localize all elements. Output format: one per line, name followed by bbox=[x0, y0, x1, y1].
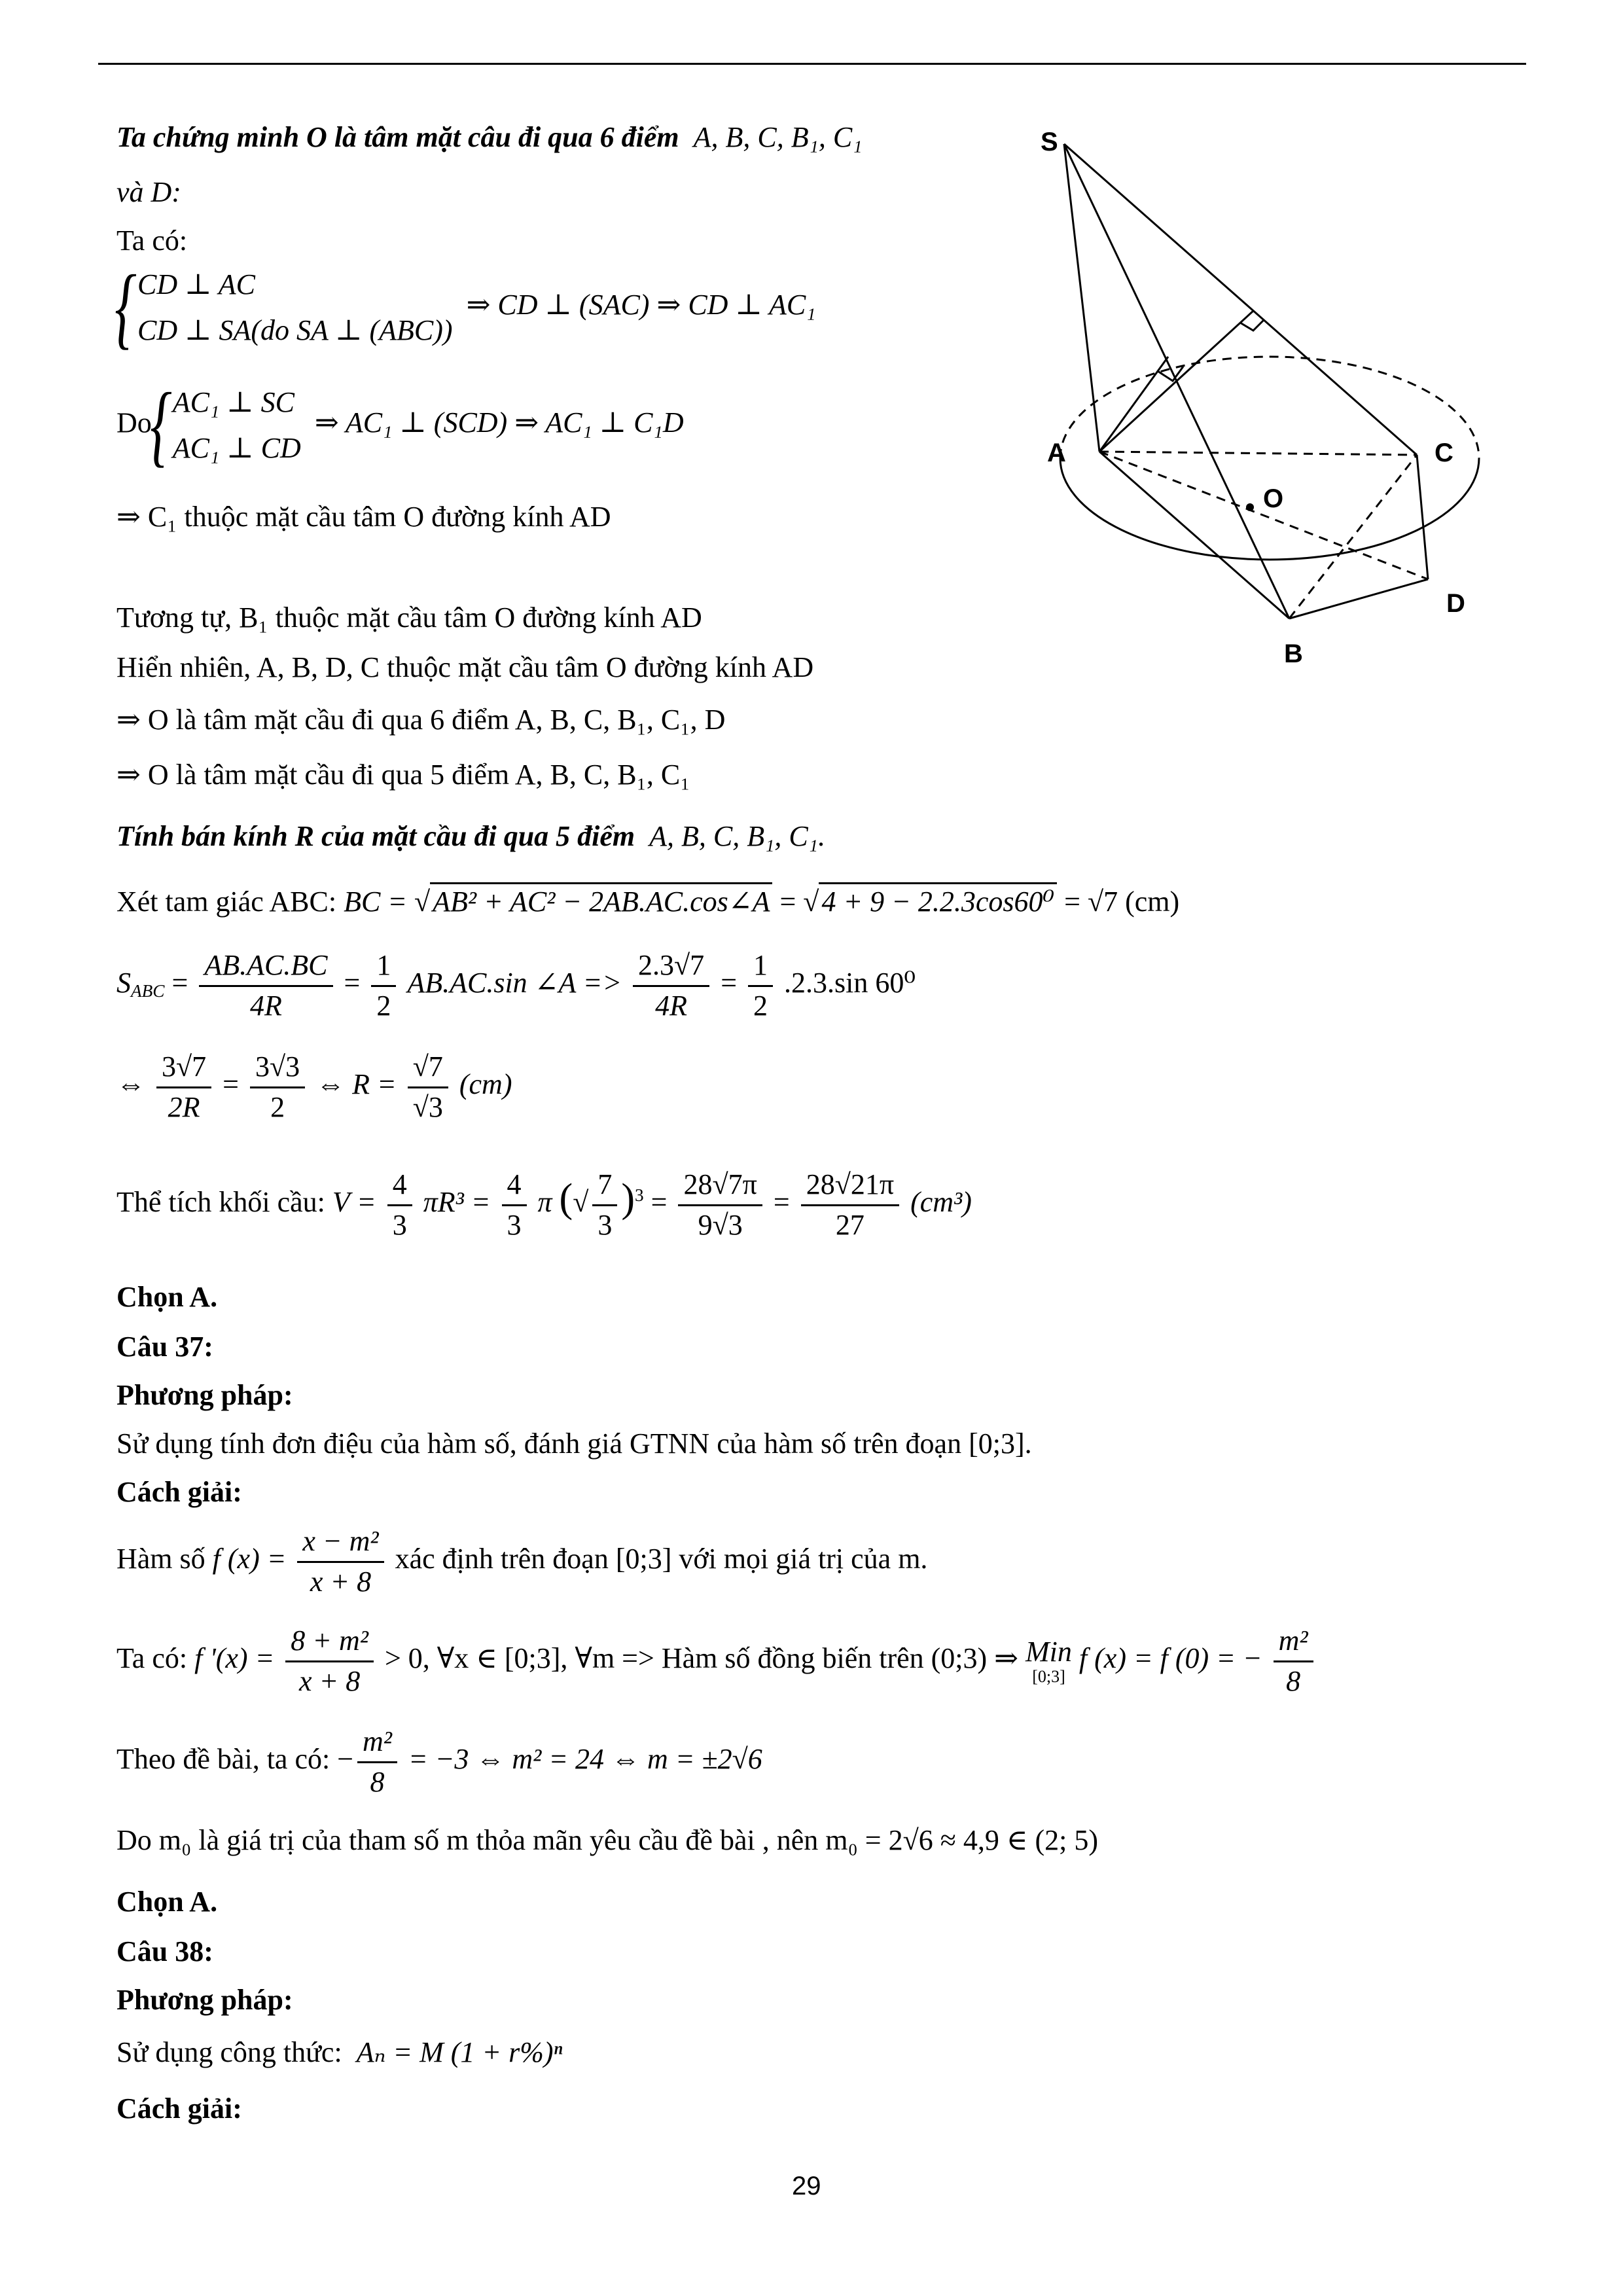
edge-BC bbox=[1289, 455, 1417, 619]
obvious-points: Hiển nhiên, A, B, D, C thuộc mặt cầu tâm O đường kính AD bbox=[116, 651, 814, 683]
label-D: D bbox=[1446, 589, 1465, 618]
taco-label: Ta có: bbox=[116, 224, 188, 257]
page-number: 29 bbox=[792, 2172, 821, 2200]
choose-a-2: Chọn A. bbox=[116, 1886, 218, 1918]
q37-condition: Theo đề bài, ta có: − $\frac{\text{m²}}{8}$ = −3 ⇔ m² = 24 ⇔ m = ±2√6 bbox=[116, 1725, 762, 1798]
area-formula: $S_{ABC}$ = $\frac{AB.AC.BC}{4R}$ = $\frac{1}{2}$ AB.AC.sin ∠A => $\frac{2.3√7}{4R}$ = $\frac{1}{2}$ .2.3.sin 60⁰ bbox=[116, 949, 916, 1022]
label-B: B bbox=[1284, 639, 1303, 668]
choose-a-1: Chọn A. bbox=[116, 1281, 218, 1313]
edge-AB bbox=[1099, 452, 1289, 619]
volume-formula: Thể tích khối cầu: V = $\frac{4}{3}$ πR³ = $\frac{4}{3}$ π (√ $\frac{7}{3}$ )$^3$ = $\frac{28√7\pi}{9√3}$ = $\frac{28√21\pi}{27}$ (cm³) bbox=[116, 1168, 972, 1241]
edge-BD bbox=[1289, 579, 1428, 619]
circle-top-arc bbox=[1060, 357, 1479, 458]
label-A: A bbox=[1047, 439, 1066, 467]
label-C: C bbox=[1435, 439, 1454, 467]
geometry-figure bbox=[1027, 124, 1486, 687]
q37-title: Câu 37: bbox=[116, 1331, 213, 1363]
c1-conclusion: ⇒ C₁ thuộc mặt cầu tâm O đường kính AD bbox=[116, 501, 611, 533]
q37-function-def: Hàm số f (x) = $\frac{\text{x − m²}}{x + 8}$ xác định trên đoạn [0;3] với mọi giá trị của m. bbox=[116, 1525, 928, 1598]
section1-heading: Ta chứng minh O là tâm mặt câu đi qua 6 điểm A, B, C, B₁, C₁ bbox=[116, 121, 863, 153]
q37-m0: Do m₀ là giá trị của tham số m thỏa mãn yêu cầu đề bài , nên m₀ = 2√6 ≈ 4,9 ∈ (2; 5) bbox=[116, 1824, 1099, 1856]
section2-heading: Tính bán kính R của mặt cầu đi qua 5 điểm A, B, C, B₁, C₁. bbox=[116, 820, 826, 852]
q38-method-label: Phương pháp: bbox=[116, 1984, 293, 2016]
q37-method-label: Phương pháp: bbox=[116, 1379, 293, 1411]
q38-title: Câu 38: bbox=[116, 1935, 213, 1967]
conclusion-6: ⇒ O là tâm mặt cầu đi qua 6 điểm A, B, C, B₁, C₁, D bbox=[116, 704, 726, 736]
q38-solution-label: Cách giải: bbox=[116, 2092, 242, 2125]
label-O: O bbox=[1263, 484, 1284, 513]
edge-SA bbox=[1064, 144, 1099, 452]
q37-solution-label: Cách giải: bbox=[116, 1476, 242, 1508]
system-1: { CD ⊥ AC CD ⊥ SA(do SA ⊥ (ABC)) ⇒ CD ⊥ (SAC) ⇒ CD ⊥ AC₁ bbox=[115, 257, 816, 359]
edge-AC bbox=[1099, 452, 1417, 455]
right-angle-C1 bbox=[1240, 320, 1264, 331]
edge-A-C1 bbox=[1099, 311, 1253, 452]
header-rule bbox=[98, 63, 1526, 65]
q37-derivative: Ta có: f '(x) = $\frac{\text{8 + m²}}{x + 8}$ > 0, ∀x ∈ [0;3], ∀m => Hàm số đồng biến trên (0;3) ⇒ Min [0;3] f (x) = f (0) = − $\frac{\text{m²}}{8}$ bbox=[116, 1624, 1317, 1698]
conclusion-5: ⇒ O là tâm mặt cầu đi qua 5 điểm A, B, C, B₁, C₁ bbox=[116, 759, 690, 791]
system-2: Do{ AC₁ ⊥ SC AC₁ ⊥ CD ⇒ AC₁ ⊥ (SCD) ⇒ AC₁ ⊥ C₁D bbox=[116, 374, 684, 476]
edge-CD bbox=[1417, 455, 1428, 579]
b1-similar: Tương tự, B₁ thuộc mặt cầu tâm O đường kính AD bbox=[116, 601, 702, 634]
radius-formula: ⇔ $\frac{3√7}{2R}$ = $\frac{3√3}{2}$ ⇔ R = $\frac{√7}{√3}$ (cm) bbox=[116, 1050, 512, 1123]
label-S: S bbox=[1041, 128, 1058, 156]
edge-SC bbox=[1064, 144, 1417, 455]
section1-heading-cont: và D: bbox=[116, 176, 181, 208]
center-point-O bbox=[1246, 503, 1254, 511]
bc-formula: Xét tam giác ABC: BC = √AB² + AC² − 2AB.AC.cos∠A = √4 + 9 − 2.2.3cos60⁰ = √7 (cm) bbox=[116, 888, 1179, 916]
q38-method-text: Sử dụng công thức: Aₙ = M (1 + r%)ⁿ bbox=[116, 2036, 563, 2068]
q37-method-text: Sử dụng tính đơn điệu của hàm số, đánh giá GTNN của hàm số trên đoạn [0;3]. bbox=[116, 1427, 1032, 1460]
